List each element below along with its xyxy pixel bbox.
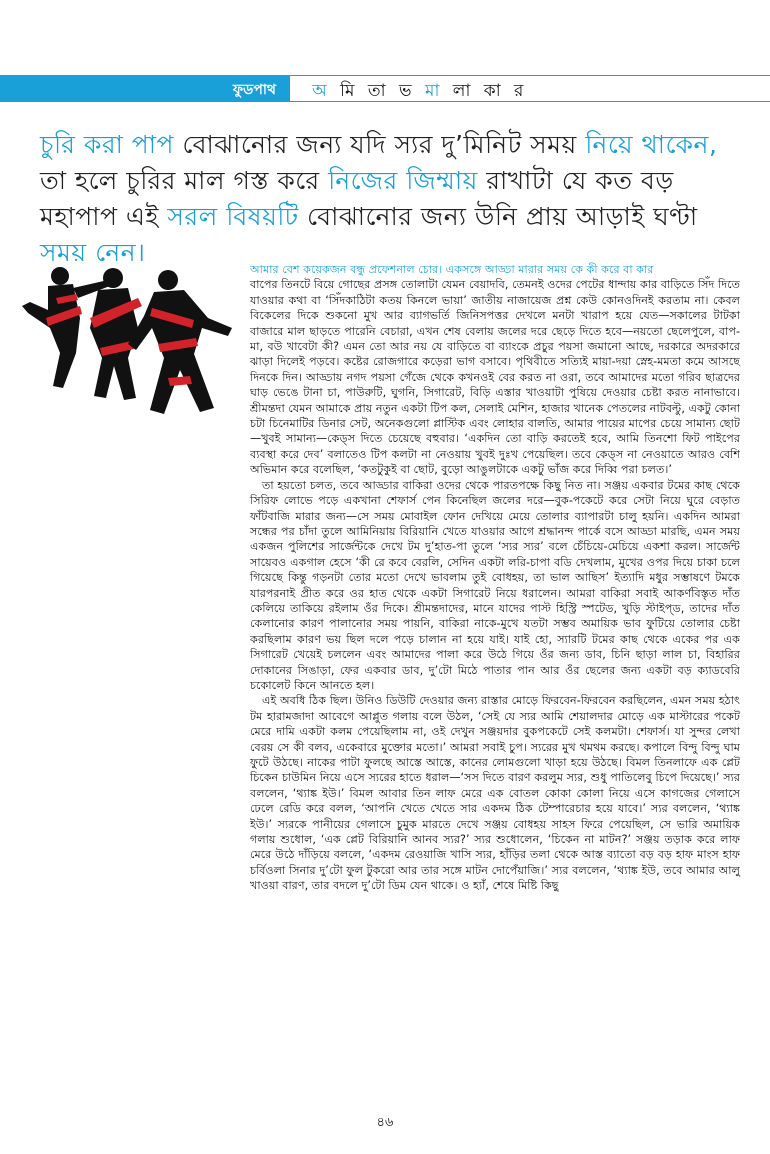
article-paragraph: এই অবধি ঠিক ছিল। উনিও ডিউটি দেওয়ার জন্য রাস্তার মোড়ে ফিরবেন-ফিরবেন করছিলেন, এমন সময় হঠাৎ টম হারামজাদা আবেগে আপ্লুত গলায় বলে উঠল, ‘সেই যে স্যর আমি শেয়ালদার মোড়ে এক মাস্টারের পকেট মেরে দামি একটা কলম পেয়েছিলাম না, ওই দেখুন সঞ্জয়দার বুকপকেটে সেই কলমটা। শেফার্স। যা সুন্দর লেখা বেরয় সে কী বলব, একেবারে মুক্তোর মতো।’ আমরা সবাই চুপ। স্যরের মুখ থমথম করছে। কপালে বিন্দু বিন্দু ঘাম ফুটে উঠছে। নাকের পাটা ফুলছে আস্তে আস্তে, কানের লোমগুলো খাড়া হয়ে উঠছে। বিমল তিনলাফে এক প্লেট চিকেন চাউমিন নিয়ে এসে স্যরের হাতে ধরাল—‘সস দিতে বারণ করলুম স্যর, শুধু পাতিলেবু চিপে দিয়েছে।’ স্যর বললেন, ‘থ্যাঙ্ক ইউ।’ বিমল আবার তিন লাফ মেরে এক বোতল কোকা কোলা নিয়ে এসে কাগজের গেলাসে ঢেলে রেডি করে বলল, ‘আপনি খেতে খেতে সার একদম ঠিক টেম্পারেচার হয়ে যাবে।’ স্যর বললেন, ‘থ্যাঙ্ক ইউ।’ স্যরকে পানীয়ের গেলাসে চুমুক মারতে দেখে সঞ্জয় বোধহয় সাহস ফিরে পেয়েছিল, সে ভারি অমায়িক গলায় শুধোল, ‘এক প্লেট বিরিয়ানি আনব স্যর?’ স্যর শুধোলেন, ‘চিকেন না মাটন?’ সঞ্জয় তড়াক করে লাফ মেরে উঠে দাঁড়িয়ে বললে, ‘একদম রেওয়াজি খাসি স্যর, হাঁড়ির তলা থেকে আস্ত ব্যাতো বড় বড় হাফ মাংস হাফ চর্বিওলা সিনার দু’টো ফুল টুকরো আর তার সঙ্গে মাটন দোপেঁয়াজি।’ স্যর বললেন, ‘থ্যাঙ্ক ইউ, তবে আমার আলু খাওয়া বারণ, তার বদলে দু’টো ডিম যেন থাকে। ও হ্যাঁ, শেষে মিষ্টি কিছু: [250, 694, 740, 893]
section-label: ফুডপাথ: [232, 82, 276, 98]
author-part: মা: [425, 81, 444, 101]
headline-part: চুরি করা পাপ: [40, 130, 174, 159]
article-lead: আমার বেশ কয়েকজন বন্ধু প্রফেশনাল চোর। একসঙ্গে আড্ডা মারার সময় কে কী করে বা কার: [250, 263, 654, 276]
author-part: লা কা র: [452, 81, 528, 101]
headline-part: সরল বিষয়টি: [167, 202, 299, 231]
page-number: ৪৬: [376, 1115, 394, 1130]
author-part: মি তা ভ: [340, 81, 416, 101]
article-paragraph: তা হয়তো চলত, তবে আড্ডার বাকিরা ওদের থেকে পারতপক্ষে কিছু নিত না। সঞ্জয় একবার টমের কাছ থেকে সিরিফ লোভে পড়ে একখানা শেফার্স পেন কিনেছিল জলের দরে—বুক-পকেটে করে সেটা নিয়ে ঘুরে বেড়াত ফাঁটবাজি মারার জন্য—সে সময় মোবাইল ফোন দেখিয়ে মেয়ে তোলার ব্যাপারটা চালু হয়নি। একদিন আমরা সন্ধের পর চাঁদা তুলে আমিনিয়ায় বিরিয়ানি খেতে যাওয়ার আগে শ্রদ্ধানন্দ পার্কে বসে আড্ডা মারছি, এমন সময় একজন পুলিশের সার্জেন্টকে দেখে টম দু’হাত-পা তুলে ‘স্যর স্যর’ বলে চেঁচিয়ে-মেচিয়ে একশা করল। সার্জেন্ট সায়েবও একগাল হেসে ‘কী রে কবে বেরলি, সেদিন একটা লরি-চাপা বডি দেখলাম, মুখের ওপর দিয়ে চাকা চলে গিয়েছে কিন্তু গড়নটা তোর মতো দেখে ভাবলাম তুই বোধহয়, তা ভাল আছিস’ ইত্যাদি মধুর সম্ভাষণে টমকে যারপরনাই প্রীত করে ওর হাত থেকে একটা সিগারেট নিয়ে ধরালেন। আমরা বাকিরা সবাই আকর্ণবিস্তৃত দাঁত কেলিয়ে তাকিয়ে রইলাম ওঁর দিকে। শ্রীমন্তদাদের, মানে যাদের পাস্ট হিস্ট্রি স্পটেড, খুড়ি স্টাইপ্‌ড, তাদের দাঁত কেলানোর কারণ পালানোর সময় পায়নি, বাকিরা নাকে-মুখে যতটা সম্ভব অমায়িক ভাব ফুটিয়ে তোলার চেষ্টা করছিলাম কারণ ভয় ছিল দলে পড়ে চালান না হয়ে যাই। যাই হো, স্যারটি টমের কাছ থেকে একের পর এক সিগারেট খেয়েই চললেন এবং আমাদের পালা করে উঠে গিয়ে ওঁর জন্য ডাব, চিনি ছাড়া লাল চা, বিহারির দোকানের সিঙাড়া, ফের একবার ডাব, দু’টো মিঠে পাতার পান আর ওঁর ছেলের জন্য একটা বড় ক্যাডবেরি চকোলেট কিনে আনতে হল।: [250, 478, 740, 692]
author-part: অ: [312, 81, 331, 101]
headline-part: রাখাটা যে কত বড় মহাপাপ এই: [40, 166, 674, 231]
headline-part: বোঝানোর জন্য যদি স্যর দু’মিনিট সময়: [173, 130, 586, 159]
thieves-illustration: [18, 258, 238, 428]
author-name: [312, 78, 527, 106]
headline-part: তা হলে চুরির মাল গস্ত করে: [40, 166, 329, 195]
headline: [40, 127, 740, 271]
headline-part: নিয়ে থাকেন,: [585, 130, 718, 159]
headline-part: বোঝানোর জন্য উনি প্রায় আড়াই ঘণ্টা: [298, 202, 698, 231]
article-body: [250, 262, 740, 894]
thief-figure-right: [128, 270, 232, 414]
headline-part: নিজের জিম্মায়: [328, 166, 478, 195]
headline-part: সময় নেন।: [40, 238, 146, 267]
article-paragraph: বাপের তিনটে বিয়ে গোছের প্রসঙ্গ তোলাটা যেমন বেয়াদবি, তেমনই ওদের পেটের ধান্দায় কার বাড়িতে সিঁদ দিতে যাওয়ার কথা বা ‘সিঁদকাঠিটা কতয় কিনলে ভায়া’ জাতীয় নাজায়েজ প্রশ্ন কেউ কোনওদিনই করতাম না। কেবল বিকেলের দিকে শুকনো মুখ আর ব্যাগভর্তি জিনিসপত্তর দেখলে মনটা খারাপ হয়ে যেত—সকালের টাটকা বাজারে মাল ছাড়তে পারেনি বেচারা, এখন শেষ বেলায় জলের দরে ছেড়ে দিতে হবে—নয়তো ছেলেপুলে, বাপ-মা, বউ খাবেটা কী? এমন তো আর নয় যে বাড়িতে বা ব্যাংকে প্রচুর পয়সা জমানো আছে, দরকারে অদরকারে ঝাড়া দিলেই পড়বে। কষ্টের রোজগারে কড়েরা ভাগ বসাবে। পৃথিবীতে সত্যিই মায়া-দয়া স্নেহ-মমতা কমে আসছে দিনকে দিন। আড্ডায় নগদ পয়সা গেঁজে থেকে কখনওই বের করত না ওরা, তবে আমাদের মতো গরিব ছাত্রদের ঘাড় ভেঙে টানা চা, পাউরুটি, ঘুগনি, সিগারেট, বিড়ি এস্তার খাওয়াটা পুষিয়ে দেওয়ার চেষ্টা করত নানাভাবে। শ্রীমন্তদা যেমন আমাকে প্রায় নতুন একটা টিপ কল, সেলাই মেশিন, হাজার খানেক পেতলের নাটবল্টু, একটু কোনা চটা চিনেমাটির ডিনার সেট, অনেকগুলো প্লাস্টিক এবং লোহার বালতি, আমার পায়ের মাপের চেয়ে সামান্য ছোট—খুবই সামান্য—কেড্‌স দিতে চেয়েছে বহুবার। ‘একদিন তো বাড়ি করতেই হবে, আমি তিনশো ফিট পাইপের ব্যবস্থা করে দেব’ বলাতেও টিপ কলটা না নেওয়ায় খুবই দুঃখ পেয়েছিল। তবে কেড্‌স না নেওয়াতে আরও বেশি অভিমান করে বলেছিল, ‘কতটুকুই বা ছোট, বুড়ো আঙুলটাকে একটু ভাঁজ করে দিব্বি পরা চলত।’: [250, 278, 740, 477]
section-tag: [0, 75, 290, 102]
